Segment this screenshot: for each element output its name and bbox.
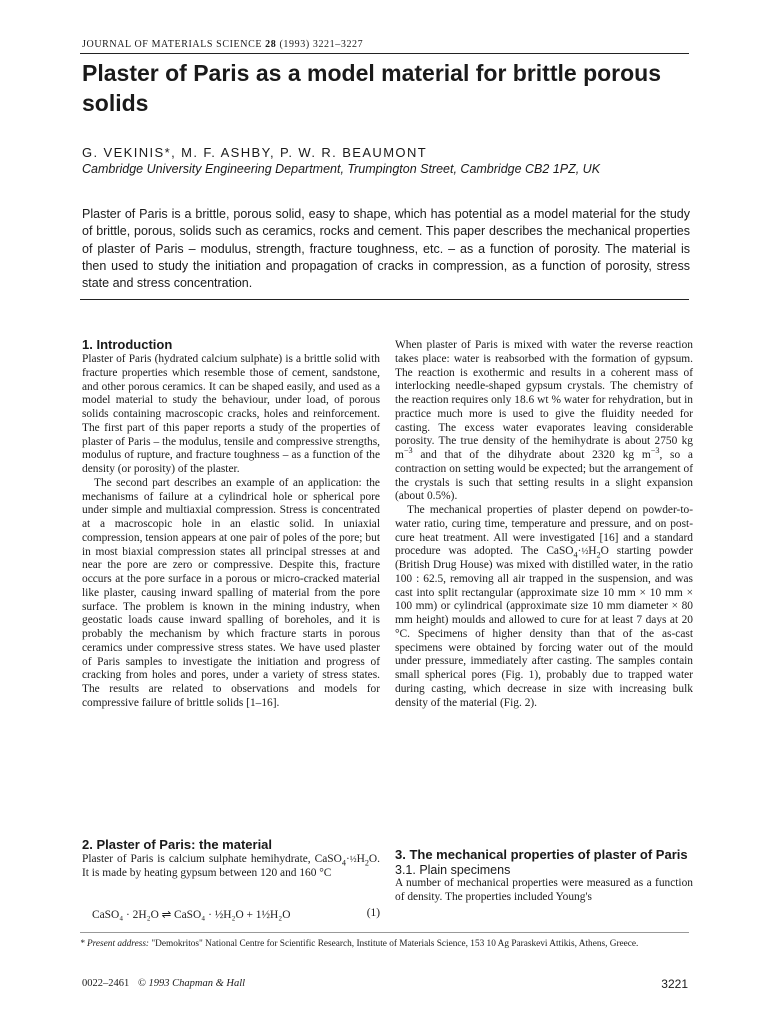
- equation-text: CaSO₄ · 2H₂O ⇌ CaSO₄ · ½H₂O + 1½H₂O: [92, 909, 291, 921]
- material-text-c: O. It is made by heating gypsum between 120 and 160 °C: [82, 853, 380, 879]
- footnote-text: "Demokritos" National Centre for Scientific Research, Institute of Materials Science, 153 10 Ag Paraskevi Attikis, Athens, Greece.: [149, 939, 639, 949]
- intro-paragraph-1: Plaster of Paris (hydrated calcium sulphate) is a brittle solid with fracture properties which resemble those of cement, sandstone, and other porous ceramics. It can be shaped easily, and used as a model material to study the behaviour, under load, of porous solids containing macroscopic cracks, holes and reinforcement. The first part of this paper reports a study of the properties of plaster of Paris – the modulus, tensile and compressive strengths, modulus of rupture, and fracture toughness – as a function of the density (or porosity) of the plaster.: [82, 353, 380, 475]
- section-2: [82, 838, 380, 881]
- page-number: 3221: [661, 977, 688, 991]
- procedure-text-b: starting powder (British Drug House) was mixed with distilled water, in the ratio 100 : 62.5, removing all air trapped in the suspension, and was cast into split rectangular (approximate size 10 mm × 10 mm × 100 mm) or cylindrical (approximate size 10 mm diameter × 80 mm height) moulds and allowed to cure for at least 7 days at 20 °C. Specimens of higher density than that of the as-cast specimens were obtained by forcing water out of the mould under pressure, immediately after casting. The samples contain small spherical pores (Fig. 1), probably due to trapped water during casting, which decrease in size with increasing bulk density of the material (Fig. 2).: [395, 545, 694, 709]
- equation-number: (1): [366, 907, 380, 919]
- journal-name: JOURNAL OF MATERIALS SCIENCE: [82, 39, 263, 50]
- subsection-3-1-heading: 3.1. Plain specimens: [395, 863, 511, 877]
- footnote-rule: [80, 932, 689, 933]
- density-text-a: When plaster of Paris is mixed with water the reverse reaction takes place: water is reabsorbed with the formation of gypsum. The reaction is exothermic and results in a coherent mass of interlocking needle-shaped gypsum crystals. The chemistry of the reaction requires only 18.6 wt % water for rehydration, but in practice much more is used to give the fluidity needed for casting. The excess water evaporates leaving considerable porosity. The true density of the hemihydrate is about 2750 kg m: [395, 339, 693, 461]
- journal-header: [82, 39, 363, 50]
- density-text-c: , so a contraction on setting would be expected; but the arrangement of the crystals is such that setting results in a slight expansion (about 0.5%).: [395, 449, 693, 503]
- affiliation: Cambridge University Engineering Department, Trumpington Street, Cambridge CB2 1PZ, UK: [82, 162, 601, 176]
- material-text-a: Plaster of Paris is calcium sulphate hemihydrate, CaSO: [82, 853, 342, 865]
- section-1-heading: 1. Introduction: [82, 337, 173, 352]
- left-column: [82, 338, 380, 711]
- abstract: Plaster of Paris is a brittle, porous solid, easy to shape, which has potential as a model material for the study of brittle, porous, solids such as ceramics, rocks and cement. This paper describes the mechanical properties of plaster of Paris – modulus, strength, fracture toughness, etc. – as a function of porosity. The material is then used to study the initiation and propagation of cracks in compression, as a function of porosity, stress state and stress concentration.: [82, 207, 690, 291]
- abstract-rule: [80, 299, 689, 300]
- procedure-text-a: The mechanical properties of plaster depend on powder-to-water ratio, curing time, temperature and pressure, and on post-cure heat treatment. All were investigated [16] and a standard procedure was adopted. The CaSO: [395, 504, 693, 558]
- journal-year-pages: (1993) 3221–3227: [279, 39, 364, 50]
- unit-exponent: −3: [403, 446, 413, 456]
- footnote: [80, 938, 692, 950]
- section-2-heading: 2. Plaster of Paris: the material: [82, 837, 273, 852]
- footnote-label: * Present address:: [80, 939, 150, 949]
- unit-exponent: −3: [650, 446, 660, 456]
- issn: 0022–2461: [82, 978, 130, 989]
- article-title: Plaster of Paris as a model material for brittle porous solids: [82, 60, 662, 116]
- section-3: [395, 848, 693, 905]
- publisher: © 1993 Chapman & Hall: [137, 978, 246, 989]
- copyright-line: [82, 978, 245, 989]
- section-3-text: A number of mechanical properties were measured as a function of density. The properties included Young's: [395, 877, 693, 903]
- author-list: G. VEKINIS*, M. F. ASHBY, P. W. R. BEAUMONT: [82, 145, 428, 160]
- right-column: [395, 339, 693, 710]
- material-text-b: H: [356, 853, 365, 865]
- section-2-text: Plaster of Paris is calcium sulphate hemihydrate, $CaSO_4\cdot\frac{1}{2}H_2O$. It is made by heating gypsum between 120 and 160 °C: [82, 853, 380, 879]
- right-paragraph-1: [395, 339, 693, 504]
- journal-volume: 28: [265, 39, 277, 50]
- section-3-heading: 3. The mechanical properties of plaster of Paris: [395, 847, 688, 862]
- right-paragraph-2: The mechanical properties of plaster depend on powder-to-water ratio, curing time, temperature and pressure, and on post-cure heat treatment. All were investigated [16] and a standard procedure was adopted. The $CaSO_4\cdot\frac{1}{2}H_2O$ starting powder (British Drug House) was mixed with distilled water, in the ratio 100 : 62.5, removing all air trapped in the suspension, and was cast into split rectangular (approximate size 10 mm × 10 mm × 100 mm) or cylindrical (approximate size 10 mm diameter × 80 mm height) moulds and allowed to cure for at least 7 days at 20 °C. Specimens of higher density than that of the as-cast specimens were obtained by forcing water out of the mould under pressure, immediately after casting. The samples contain small spherical pores (Fig. 1), probably due to trapped water during casting, which decrease in size with increasing bulk density of the material (Fig. 2).: [395, 504, 694, 709]
- density-text-b: and that of the dihydrate about 2320 kg m: [412, 449, 651, 461]
- intro-paragraph-2: The second part describes an example of an application: the mechanisms of failure at a cylindrical hole or spherical pore under simple and multiaxial compression. Stress is concentrated at a macroscopic hole in an elastic solid. In uniaxial compression, tension appears at one pair of poles of the pore; but in most biaxial compression states all principal stresses at and near the pore are zero or compressive. Despite this, fracture occurs at the pore surface in a porous or micro-cracked material like plaster, causing inward spalling of material from the pore surface. The problem is known in the mining industry, when geostatic loads cause inward spalling of boreholes, and it is probably the mechanism by which fracture starts in porous ceramics under compressive stress states. We have used plaster of Paris samples to investigate the initiation and progress of cracking from holes and pores, under a variety of stress states. The results are related to observations and models for compressive failure of brittle solids [1–16].: [82, 476, 380, 709]
- header-rule: [80, 53, 689, 54]
